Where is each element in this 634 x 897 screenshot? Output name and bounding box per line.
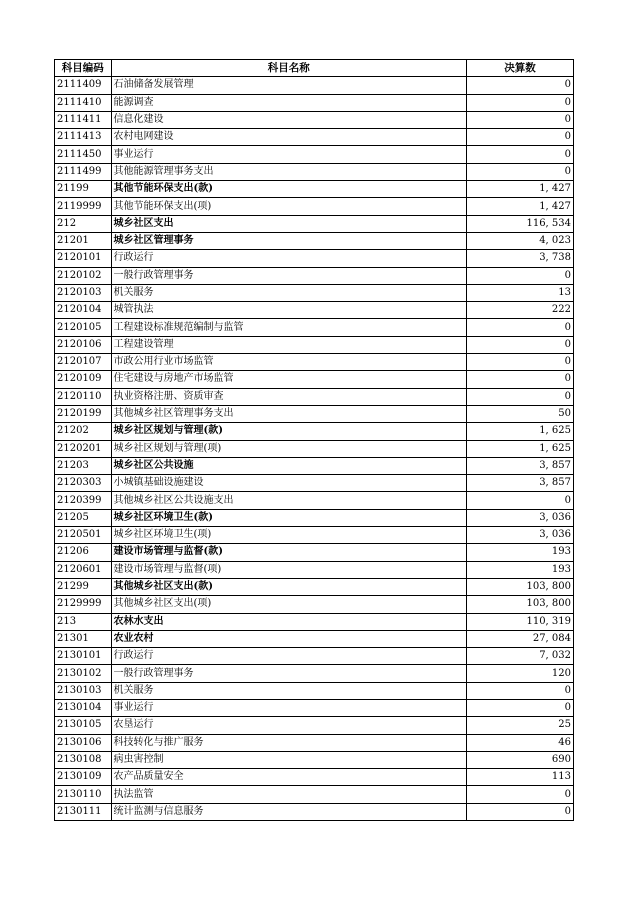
- name-cell: 建设市场管理与监督(项): [111, 561, 466, 578]
- code-cell: 213: [55, 613, 112, 630]
- table-row: [55, 734, 574, 751]
- amount-cell: 7, 032: [466, 648, 573, 665]
- code-cell: 2120501: [55, 527, 112, 544]
- table-row: [55, 371, 574, 388]
- table-row: [55, 319, 574, 336]
- amount-cell: 13: [466, 284, 573, 301]
- code-cell: 2130103: [55, 682, 112, 699]
- table-row: [55, 302, 574, 319]
- amount-cell: 3, 857: [466, 475, 573, 492]
- code-cell: 2130102: [55, 665, 112, 682]
- code-cell: 2111411: [55, 111, 112, 128]
- table-row: [55, 354, 574, 371]
- name-cell: 行政运行: [111, 648, 466, 665]
- name-cell: 信息化建设: [111, 111, 466, 128]
- table-row: [55, 665, 574, 682]
- name-cell: 一般行政管理事务: [111, 267, 466, 284]
- header-amount: 决算数: [466, 60, 573, 77]
- amount-cell: 50: [466, 405, 573, 422]
- code-cell: 2120109: [55, 371, 112, 388]
- code-cell: 2130110: [55, 786, 112, 803]
- name-cell: 石油储备发展管理: [111, 77, 466, 94]
- code-cell: 2120105: [55, 319, 112, 336]
- code-cell: 2130105: [55, 717, 112, 734]
- table-row: [55, 475, 574, 492]
- code-cell: 21299: [55, 578, 112, 595]
- code-cell: 2111410: [55, 94, 112, 111]
- table-row: [55, 648, 574, 665]
- amount-cell: 116, 534: [466, 215, 573, 232]
- amount-cell: 110, 319: [466, 613, 573, 630]
- name-cell: 事业运行: [111, 146, 466, 163]
- amount-cell: 0: [466, 803, 573, 820]
- table-row: [55, 509, 574, 526]
- code-cell: 2111409: [55, 77, 112, 94]
- code-cell: 2120201: [55, 440, 112, 457]
- amount-cell: 0: [466, 94, 573, 111]
- table-row: [55, 699, 574, 716]
- code-cell: 2111499: [55, 163, 112, 180]
- name-cell: 工程建设管理: [111, 336, 466, 353]
- table-row: [55, 163, 574, 180]
- name-cell: 其他城乡社区公共设施支出: [111, 492, 466, 509]
- name-cell: 执业资格注册、资质审查: [111, 388, 466, 405]
- code-cell: 2120106: [55, 336, 112, 353]
- name-cell: 农林水支出: [111, 613, 466, 630]
- name-cell: 行政运行: [111, 250, 466, 267]
- table-row: [55, 561, 574, 578]
- amount-cell: 4, 023: [466, 232, 573, 249]
- table-row: [55, 129, 574, 146]
- name-cell: 城乡社区管理事务: [111, 232, 466, 249]
- name-cell: 城乡社区公共设施: [111, 457, 466, 474]
- amount-cell: 1, 427: [466, 198, 573, 215]
- amount-cell: 25: [466, 717, 573, 734]
- amount-cell: 0: [466, 492, 573, 509]
- name-cell: 其他节能环保支出(款): [111, 181, 466, 198]
- amount-cell: 0: [466, 77, 573, 94]
- name-cell: 住宅建设与房地产市场监管: [111, 371, 466, 388]
- amount-cell: 1, 625: [466, 440, 573, 457]
- name-cell: 统计监测与信息服务: [111, 803, 466, 820]
- amount-cell: 3, 738: [466, 250, 573, 267]
- code-cell: 2130109: [55, 769, 112, 786]
- amount-cell: 690: [466, 751, 573, 768]
- amount-cell: 0: [466, 699, 573, 716]
- name-cell: 病虫害控制: [111, 751, 466, 768]
- name-cell: 工程建设标准规范编制与监管: [111, 319, 466, 336]
- header-name: 科目名称: [111, 60, 466, 77]
- table-row: [55, 440, 574, 457]
- name-cell: 一般行政管理事务: [111, 665, 466, 682]
- code-cell: 212: [55, 215, 112, 232]
- code-cell: 21301: [55, 630, 112, 647]
- amount-cell: 103, 800: [466, 578, 573, 595]
- code-cell: 2120102: [55, 267, 112, 284]
- amount-cell: 0: [466, 354, 573, 371]
- name-cell: 农村电网建设: [111, 129, 466, 146]
- amount-cell: 1, 427: [466, 181, 573, 198]
- budget-table: [54, 59, 574, 821]
- table-row: [55, 492, 574, 509]
- code-cell: 21203: [55, 457, 112, 474]
- name-cell: 机关服务: [111, 682, 466, 699]
- code-cell: 2120303: [55, 475, 112, 492]
- name-cell: 能源调查: [111, 94, 466, 111]
- table-row: [55, 284, 574, 301]
- table-row: [55, 803, 574, 820]
- table-row: [55, 769, 574, 786]
- name-cell: 事业运行: [111, 699, 466, 716]
- code-cell: 2130101: [55, 648, 112, 665]
- table-row: [55, 111, 574, 128]
- amount-cell: 3, 857: [466, 457, 573, 474]
- table-row: [55, 717, 574, 734]
- name-cell: 城乡社区环境卫生(项): [111, 527, 466, 544]
- table-body: [55, 77, 574, 821]
- table-row: [55, 215, 574, 232]
- table-row: [55, 786, 574, 803]
- table-row: [55, 336, 574, 353]
- table-row: [55, 267, 574, 284]
- amount-cell: 0: [466, 786, 573, 803]
- table-row: [55, 405, 574, 422]
- amount-cell: 0: [466, 111, 573, 128]
- table-row: [55, 596, 574, 613]
- name-cell: 其他城乡社区管理事务支出: [111, 405, 466, 422]
- amount-cell: 46: [466, 734, 573, 751]
- table-row: [55, 751, 574, 768]
- amount-cell: 0: [466, 319, 573, 336]
- name-cell: 农垦运行: [111, 717, 466, 734]
- code-cell: 21199: [55, 181, 112, 198]
- name-cell: 其他能源管理事务支出: [111, 163, 466, 180]
- name-cell: 小城镇基础设施建设: [111, 475, 466, 492]
- code-cell: 2120601: [55, 561, 112, 578]
- code-cell: 2129999: [55, 596, 112, 613]
- table-row: [55, 146, 574, 163]
- name-cell: 城乡社区环境卫生(款): [111, 509, 466, 526]
- name-cell: 其他城乡社区支出(款): [111, 578, 466, 595]
- table-row: [55, 578, 574, 595]
- table-row: [55, 457, 574, 474]
- table-row: [55, 181, 574, 198]
- amount-cell: 1, 625: [466, 423, 573, 440]
- amount-cell: 222: [466, 302, 573, 319]
- header-code: 科目编码: [55, 60, 112, 77]
- code-cell: 21206: [55, 544, 112, 561]
- amount-cell: 113: [466, 769, 573, 786]
- name-cell: 机关服务: [111, 284, 466, 301]
- amount-cell: 0: [466, 163, 573, 180]
- code-cell: 21202: [55, 423, 112, 440]
- table-row: [55, 388, 574, 405]
- amount-cell: 27, 084: [466, 630, 573, 647]
- name-cell: 城乡社区支出: [111, 215, 466, 232]
- table-row: [55, 232, 574, 249]
- name-cell: 执法监管: [111, 786, 466, 803]
- name-cell: 城乡社区规划与管理(项): [111, 440, 466, 457]
- name-cell: 其他节能环保支出(项): [111, 198, 466, 215]
- amount-cell: 0: [466, 682, 573, 699]
- table-row: [55, 77, 574, 94]
- amount-cell: 193: [466, 544, 573, 561]
- table-row: [55, 94, 574, 111]
- amount-cell: 0: [466, 388, 573, 405]
- code-cell: 2119999: [55, 198, 112, 215]
- table-row: [55, 198, 574, 215]
- amount-cell: 193: [466, 561, 573, 578]
- code-cell: 2120107: [55, 354, 112, 371]
- code-cell: 2111413: [55, 129, 112, 146]
- code-cell: 2130111: [55, 803, 112, 820]
- code-cell: 2120399: [55, 492, 112, 509]
- amount-cell: 3, 036: [466, 527, 573, 544]
- header-row: [55, 60, 574, 77]
- code-cell: 2120104: [55, 302, 112, 319]
- table-row: [55, 527, 574, 544]
- amount-cell: 0: [466, 146, 573, 163]
- code-cell: 2130108: [55, 751, 112, 768]
- table-row: [55, 630, 574, 647]
- code-cell: 2120101: [55, 250, 112, 267]
- code-cell: 2130104: [55, 699, 112, 716]
- code-cell: 2120110: [55, 388, 112, 405]
- amount-cell: 0: [466, 129, 573, 146]
- code-cell: 2111450: [55, 146, 112, 163]
- amount-cell: 0: [466, 267, 573, 284]
- code-cell: 2130106: [55, 734, 112, 751]
- table-row: [55, 613, 574, 630]
- table-row: [55, 250, 574, 267]
- name-cell: 农产品质量安全: [111, 769, 466, 786]
- table-row: [55, 682, 574, 699]
- amount-cell: 103, 800: [466, 596, 573, 613]
- amount-cell: 0: [466, 371, 573, 388]
- name-cell: 科技转化与推广服务: [111, 734, 466, 751]
- name-cell: 农业农村: [111, 630, 466, 647]
- name-cell: 建设市场管理与监督(款): [111, 544, 466, 561]
- table-row: [55, 544, 574, 561]
- code-cell: 2120199: [55, 405, 112, 422]
- name-cell: 其他城乡社区支出(项): [111, 596, 466, 613]
- code-cell: 21201: [55, 232, 112, 249]
- name-cell: 城管执法: [111, 302, 466, 319]
- amount-cell: 3, 036: [466, 509, 573, 526]
- name-cell: 城乡社区规划与管理(款): [111, 423, 466, 440]
- amount-cell: 0: [466, 336, 573, 353]
- code-cell: 21205: [55, 509, 112, 526]
- name-cell: 市政公用行业市场监管: [111, 354, 466, 371]
- table-row: [55, 423, 574, 440]
- code-cell: 2120103: [55, 284, 112, 301]
- amount-cell: 120: [466, 665, 573, 682]
